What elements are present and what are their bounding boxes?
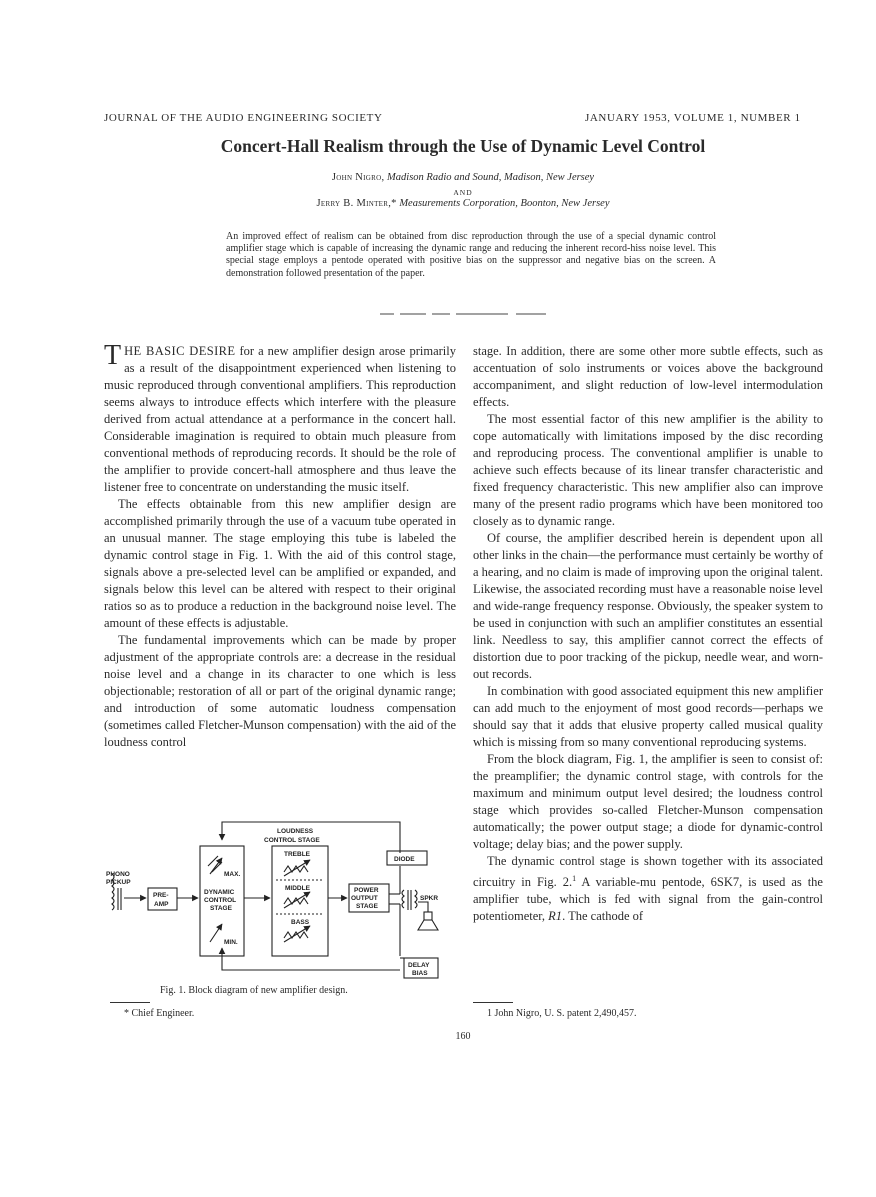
issue-info: JANUARY 1953, VOLUME 1, NUMBER 1 — [585, 112, 801, 124]
loudness-control-block — [272, 846, 328, 956]
footnote-ref-1: 1 — [572, 874, 577, 883]
transformer-icon — [402, 890, 404, 908]
label-output: OUTPUT — [351, 895, 378, 902]
paragraph-9-b: A variable-mu pentode, 6SK7, is used as the amplifier tube, which is fed with signal from the gain-control potentiometer, — [473, 875, 823, 924]
label-min: MIN. — [224, 939, 238, 946]
paragraph-2: The effects obtainable from this new amplifier design are accomplished primarily through the use of a vacuum tube operated in an unusual manner. The stage employing this tube is labeled the dynamic control stage in Fig. 1. With the aid of this control stage, signals above a pre-selected level can be amplified or expanded, and signals below this level can be altered with respect to their original ratios so as to produce a reduction in the background noise level. The amount of these effects is adjustable. — [104, 497, 456, 630]
label-middle: MIDDLE — [285, 885, 310, 892]
abstract: An improved effect of realism can be obtained from disc reproduction through the use of a special dynamic control amplifier stage which is capable of increasing the dynamic range and reducing the inherent record-hiss noise level. This special stage employs a pentode operated with positive bias on the suppressor and negative bias on the screen. A demonstration followed presentation of the paper. — [226, 231, 716, 279]
label-stage-2: STAGE — [356, 903, 378, 910]
paragraph-1 — [104, 340, 456, 496]
footnote-chief-engineer: * Chief Engineer. — [124, 1008, 195, 1019]
label-power: POWER — [354, 887, 379, 894]
paper-title: Concert-Hall Realism through the Use of Dynamic Level Control — [220, 136, 706, 156]
paragraph-4: stage. In addition, there are some other more subtle effects, such as accentuation of solo instruments or voices above the background accompaniment, and slight reduction of low-level intermodulation effects. — [473, 344, 823, 409]
section-separator — [380, 313, 550, 315]
label-amp: AMP — [154, 901, 169, 908]
symbol-r1: R1 — [548, 909, 563, 924]
author-2 — [0, 198, 876, 209]
author-1-affiliation: Madison Radio and Sound, Madison, New Jersey — [387, 172, 595, 183]
author-and: AND — [453, 188, 473, 197]
footnote-patent: 1 John Nigro, U. S. patent 2,490,457. — [487, 1008, 637, 1019]
author-1 — [0, 172, 876, 183]
label-pre: PRE- — [153, 892, 169, 899]
paragraph-6: Of course, the amplifier described herein is dependent upon all other links in the chain—the performance must certainly be worthy of a hearing, and no claim is made of improving upon the original talent. Likewise, the associated recording must have a reasonable noise level and wide-range frequency response. Obviously, the speaker system to be used in conjunction with such an amplifier constitutes an essential link. Needless to say, this amplifier cannot correct the effects of distortion due to poor tracking of the pickup, needle wear, and worn-out records. — [473, 531, 823, 681]
label-diode: DIODE — [394, 856, 415, 863]
paragraph-9-c: . The cathode of — [562, 909, 644, 924]
author-2-affiliation: Measurements Corporation, Boonton, New Jersey — [399, 198, 610, 209]
label-treble: TREBLE — [284, 851, 310, 858]
paragraph-8: From the block diagram, Fig. 1, the amplifier is seen to consist of: the preamplifier; the dynamic control stage, with controls for the maximum and minimum output level desired; the loudness control stage which provides so-called Fletcher-Munson compensation automatically; the power output stage; a diode for dynamic-control voltage; delay bias; and the power supply. — [473, 752, 823, 851]
label-delay: DELAY — [408, 962, 430, 969]
paragraph-9-a: The dynamic control stage is shown together with its associated circuitry in Fig. 2. — [473, 854, 823, 890]
label-phono: PHONO — [106, 871, 130, 878]
footnote-rule-left — [110, 1002, 150, 1003]
label-spkr: SPKR — [420, 895, 439, 902]
label-control-stage: CONTROL STAGE — [264, 837, 320, 844]
footnote-rule-right — [473, 1002, 513, 1003]
paragraph-9 — [473, 853, 823, 925]
label-dynamic: DYNAMIC — [204, 889, 235, 896]
label-loudness: LOUDNESS — [277, 828, 314, 835]
label-max: MAX. — [224, 871, 241, 878]
label-pickup: PICKUP — [106, 879, 131, 886]
label-bias: BIAS — [412, 970, 428, 977]
label-stage: STAGE — [210, 905, 232, 912]
label-bass: BASS — [291, 919, 310, 926]
author-1-name: John Nigro, — [331, 172, 385, 183]
figure-caption: Fig. 1. Block diagram of new amplifier design. — [160, 985, 348, 996]
speaker-icon — [424, 912, 432, 920]
paragraph-1-text: for a new amplifier design arose primarily as a result of the disappointment experienced when listening to music reproduced through conventional amplifiers. This reproduction seems always to introduce effects which interfere with the pleasure derived from actual attendance at a performance in the concert hall. Considerable imagination is required to obtain much pleasure from conventional methods of reproducing records. It should be the role of the amplifier to provide concert-hall atmosphere and thus leave the listener free to concentrate on understanding the music itself. — [104, 344, 456, 494]
paragraph-1-lead: HE BASIC DESIRE — [124, 344, 236, 358]
drop-cap: T — [104, 340, 122, 371]
paragraph-7: In combination with good associated equipment this new amplifier can add much to the enjoyment of most good records—perhaps we should say that it adds that elusive property called musical quality which is missing from so many conventional reproducing systems. — [473, 684, 823, 749]
author-2-name: Jerry B. Minter,* — [316, 198, 397, 209]
paragraph-5: The most essential factor of this new amplifier is the ability to cope automatically with limitations imposed by the disc recording and reproducing process. The conventional amplifier is unable to achieve such effects because of its linear transfer characteristic and fixed frequency characteristic. This new amplifier also can improve many of the present radio programs which have been monitored too closely as to dynamic range. — [473, 412, 823, 528]
paragraph-3: The fundamental improvements which can be made by proper adjustment of the appropriate controls are: a decrease in the residual noise level and a change in its character to one which is less objectionable; restoration of all or part of the original dynamic range; and introduction of some automatic loudness compensation (sometimes called Fletcher-Munson compensation) with the aid of the loudness control — [104, 633, 456, 749]
journal-name: JOURNAL OF THE AUDIO ENGINEERING SOCIETY — [104, 112, 383, 124]
label-control: CONTROL — [204, 897, 237, 904]
right-column — [473, 343, 823, 925]
page-number: 160 — [455, 1031, 471, 1042]
left-column — [104, 340, 456, 751]
block-diagram-figure — [104, 818, 444, 980]
delay-bias-line — [222, 948, 400, 970]
